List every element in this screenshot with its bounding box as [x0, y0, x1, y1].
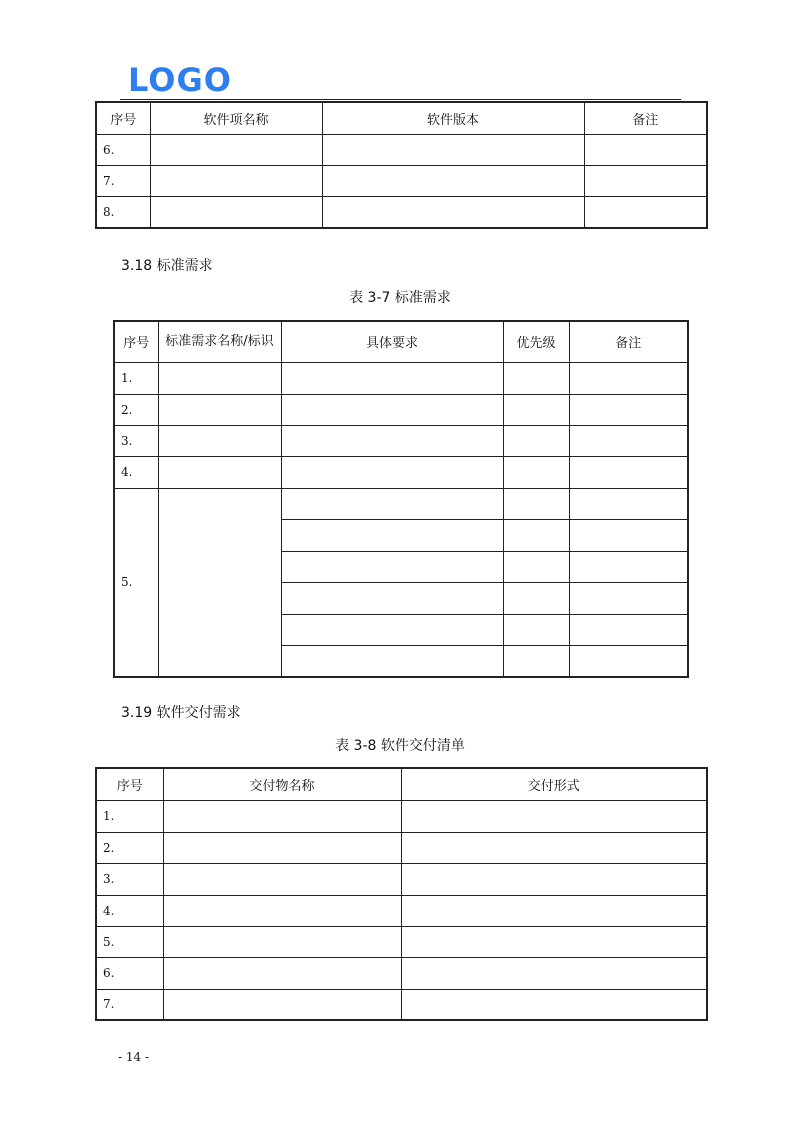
row-number: 1.	[96, 800, 163, 832]
table-header-row	[96, 768, 707, 800]
table-cell	[503, 362, 569, 394]
table-cell	[503, 488, 569, 519]
header-cell: 交付形式	[401, 768, 707, 800]
table-cell	[281, 582, 503, 614]
row-number: 4.	[114, 456, 158, 488]
section-heading-3-18: 3.18 标准需求	[121, 258, 213, 274]
table-cell	[150, 134, 322, 165]
table-cell	[163, 832, 401, 863]
table-row	[96, 926, 707, 957]
table-caption-3-8: 表 3-8 软件交付清单	[335, 738, 465, 754]
table-cell	[503, 425, 569, 456]
table-cell	[158, 425, 281, 456]
header-cell: 标准需求名称/标识	[158, 321, 281, 362]
table-cell	[503, 582, 569, 614]
header-cell: 备注	[584, 102, 707, 134]
table-row	[96, 989, 707, 1020]
table-cell	[569, 551, 688, 582]
table-cell	[503, 551, 569, 582]
header-cell: 序号	[96, 102, 150, 134]
table-cell	[569, 645, 688, 677]
header-cell: 优先级	[503, 321, 569, 362]
table-cell	[569, 362, 688, 394]
table-cell	[401, 863, 707, 895]
table-row	[96, 895, 707, 926]
table-cell	[569, 488, 688, 519]
table-cell	[281, 551, 503, 582]
table-cell	[281, 456, 503, 488]
header-cell: 交付物名称	[163, 768, 401, 800]
row-number: 2.	[96, 832, 163, 863]
table-cell	[163, 926, 401, 957]
table-cell	[322, 165, 584, 196]
table-cell	[281, 362, 503, 394]
standard-requirements-table	[113, 320, 689, 678]
table-cell	[503, 645, 569, 677]
table-header-row	[96, 102, 707, 134]
header-cell: 序号	[96, 768, 163, 800]
row-number: 7.	[96, 989, 163, 1020]
table-cell	[281, 425, 503, 456]
table-row	[114, 488, 688, 519]
header-cell: 软件项名称	[150, 102, 322, 134]
table-row	[96, 165, 707, 196]
table-cell	[503, 519, 569, 551]
table-cell	[163, 800, 401, 832]
section-heading-3-19: 3.19 软件交付需求	[121, 705, 241, 721]
table-cell	[503, 394, 569, 425]
table-caption-3-7: 表 3-7 标准需求	[349, 290, 451, 306]
table-cell	[401, 926, 707, 957]
table-cell	[584, 165, 707, 196]
table-cell	[584, 134, 707, 165]
table-cell	[163, 863, 401, 895]
table-cell	[150, 196, 322, 228]
row-number: 6.	[96, 957, 163, 989]
software-delivery-table	[95, 767, 708, 1021]
table-cell	[163, 957, 401, 989]
header-rule	[120, 99, 681, 100]
table-row	[114, 362, 688, 394]
logo: LOGO	[128, 61, 232, 99]
table-cell	[158, 456, 281, 488]
table-cell	[584, 196, 707, 228]
table-cell	[503, 456, 569, 488]
table-header-row	[114, 321, 688, 362]
row-number: 7.	[96, 165, 150, 196]
row-number: 8.	[96, 196, 150, 228]
row-number: 3.	[114, 425, 158, 456]
row-number: 5.	[96, 926, 163, 957]
table-cell	[281, 645, 503, 677]
row-number: 3.	[96, 863, 163, 895]
header-cell: 序号	[114, 321, 158, 362]
row-number: 1.	[114, 362, 158, 394]
table-cell	[158, 362, 281, 394]
table-cell	[281, 519, 503, 551]
table-cell	[569, 614, 688, 645]
table-cell	[281, 394, 503, 425]
table-row	[96, 957, 707, 989]
software-items-table	[95, 101, 708, 229]
header-cell: 备注	[569, 321, 688, 362]
header-cell: 具体要求	[281, 321, 503, 362]
table-cell	[569, 425, 688, 456]
table-row	[96, 196, 707, 228]
row-number: 6.	[96, 134, 150, 165]
table-cell	[569, 394, 688, 425]
table-row	[96, 134, 707, 165]
table-cell	[322, 134, 584, 165]
table-cell	[401, 800, 707, 832]
table-cell	[569, 582, 688, 614]
table-cell	[322, 196, 584, 228]
table-cell	[401, 832, 707, 863]
table-cell	[569, 456, 688, 488]
table-cell	[401, 989, 707, 1020]
row-number: 2.	[114, 394, 158, 425]
table-cell	[503, 614, 569, 645]
table-row	[114, 425, 688, 456]
table-cell	[163, 895, 401, 926]
table-row	[114, 394, 688, 425]
row-number: 5.	[114, 488, 158, 677]
row-number: 4.	[96, 895, 163, 926]
header-cell: 软件版本	[322, 102, 584, 134]
merged-name-cell	[158, 488, 281, 677]
table-cell	[158, 394, 281, 425]
table-cell	[281, 488, 503, 519]
table-cell	[281, 614, 503, 645]
table-row	[96, 832, 707, 863]
table-cell	[401, 957, 707, 989]
table-row	[114, 456, 688, 488]
table-cell	[569, 519, 688, 551]
table-row	[96, 800, 707, 832]
table-cell	[401, 895, 707, 926]
table-row	[96, 863, 707, 895]
table-cell	[163, 989, 401, 1020]
page-number: - 14 -	[118, 1050, 150, 1064]
table-cell	[150, 165, 322, 196]
